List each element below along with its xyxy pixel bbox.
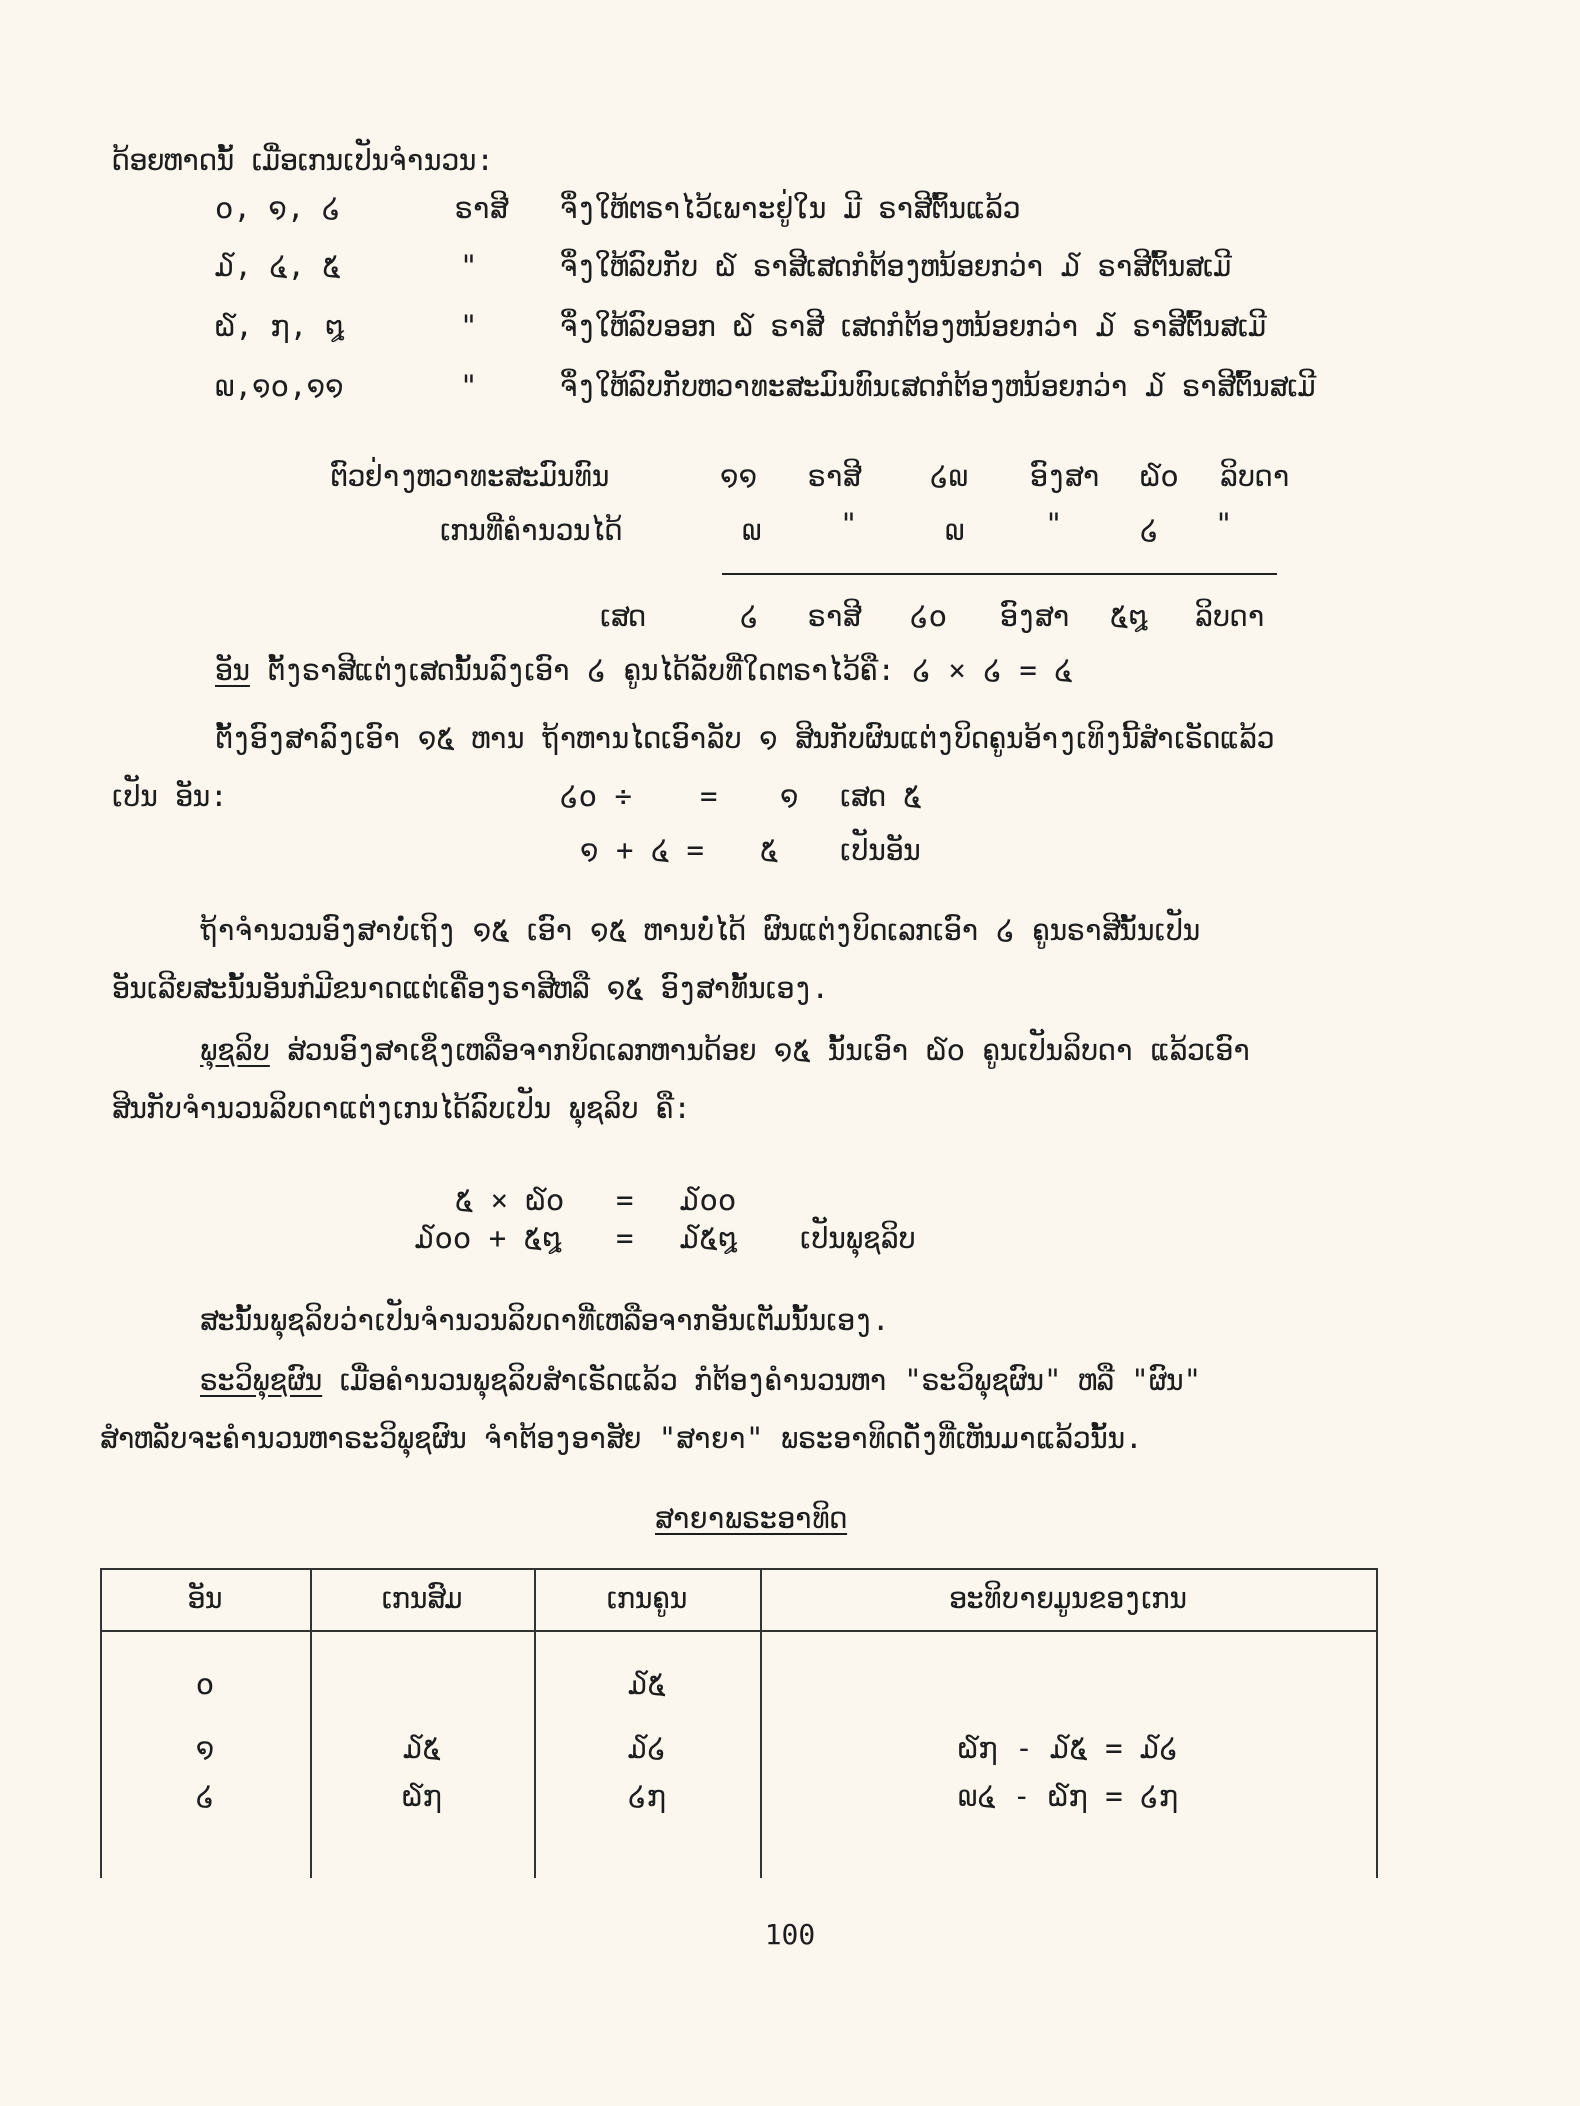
paragraph-line-5: ອັນເລີຍສະນັ້ນອັນກໍມີຂນາດແຕ່ເຄື່ອງຣາສີຫລື ໑໕ ອົງສາທັ້ນເອງ. [112, 971, 829, 1005]
rule-1-unit: ຣາສີ [455, 191, 508, 225]
table-cell: ໖໗ [402, 1779, 442, 1813]
eq2-left: ໑ + ໔ = [580, 833, 705, 867]
rule-4-ditto: " [460, 369, 478, 403]
ravi-term: ຣະວິພຸຊຜົນ [200, 1363, 323, 1397]
rule-4-numbers: ໙,໑໐,໑໑ [215, 369, 344, 403]
example-rasi-value: ໑໑ [720, 459, 758, 493]
eq3-equals: = [616, 1183, 634, 1217]
kean-ongsa-ditto: " [1045, 507, 1063, 541]
kean-lipda-ditto: " [1215, 507, 1233, 541]
rule-4-desc: ຈຶ່ງໃຫ້ລົບກັບຫວາທະສະມົນທົນເສດກໍຕ້ອງຫນ້ອຍກວ່າ ໓ ຣາສີຕົ້ນສເມີ [560, 369, 1316, 403]
table-header-an: ອັນ [187, 1581, 223, 1615]
kean-label: ເກນທີ່ຄຳນວນໄດ້ [440, 513, 623, 547]
an-term: ອັນ [215, 653, 250, 687]
example-lipda-value: ໖໐ [1140, 459, 1179, 493]
table-cell: ໒ [195, 1779, 215, 1813]
rule-3-desc: ຈຶ່ງໃຫ້ລົບອອກ ໖ ຣາສີ ເສດກໍຕ້ອງຫນ້ອຍກວ່າ ໓ ຣາສີຕົ້ນສເມີ [560, 309, 1266, 343]
table-cell: ໓໕ [628, 1667, 666, 1701]
page-number: 100 [764, 1918, 816, 1951]
eq1-quotient: ໑ [780, 779, 799, 813]
eq4-result: ໓໕໘ [680, 1221, 738, 1255]
table-cell: ໐ [195, 1667, 215, 1701]
remainder-lipda-value: ໕໘ [1110, 599, 1148, 633]
an-text: ຕັ້ງຣາສີແຕ່ງເສດນັ້ນລົງເອົາ ໒ ຄູນໄດ້ລັບທີ່ໃດຕຣາໄວ້ຄື: ໒ × ໒ = ໔ [249, 653, 1073, 687]
remainder-rasi-value: ໒ [740, 599, 759, 633]
table-cell: ໓໒ [627, 1731, 667, 1765]
puchalip-term: ພຸຊລິບ [200, 1033, 270, 1067]
ravi-paragraph-line-2: ສຳຫລັບຈະຄຳນວນຫາຣະວິພຸຊຜົນ ຈຳຕ້ອງອາສັຍ "ສາຍາ" ພຣະອາທິດດັ່ງທີ່ເຫັນມາແລ້ວນັ້ນ. [100, 1421, 1143, 1455]
rule-2-numbers: ໓, ໔, ໕ [215, 249, 341, 283]
table-cell: ໖໗ - ໓໕ = ໓໒ [957, 1731, 1179, 1765]
remainder-rasi-unit: ຣາສີ [808, 599, 861, 633]
rule-3-ditto: " [460, 309, 478, 343]
table-header-kean-som: ເກນສົມ [381, 1581, 463, 1615]
puchalip-text: ສ່ວນອົງສາເຊິ່ງເຫລືອຈາກບິດເລກຫານດ້ອຍ ໑໕ ນັ້ນເອົາ ໖໐ ຄູນເປັນລິບດາ ແລ້ວເອົາ [269, 1033, 1251, 1067]
saya-table [100, 1568, 1380, 1878]
rule-3-numbers: ໖, ໗, ໘ [215, 309, 345, 343]
remainder-label: ເສດ [600, 599, 646, 633]
subtraction-rule [722, 573, 1277, 575]
eq2-label: ເປັນອັນ [840, 833, 921, 867]
table-col-border-4 [1376, 1568, 1378, 1878]
rule-2-ditto: " [460, 249, 478, 283]
table-header-explanation: ອະທິບາຍມູນຂອງເກນ [949, 1581, 1187, 1615]
kean-ongsa-value: ໙ [945, 513, 965, 547]
rule-2-desc: ຈຶ່ງໃຫ້ລົບກັບ ໖ ຣາສີເສດກໍຕ້ອງຫນ້ອຍກວ່າ ໓ ຣາສີຕົ້ນສເມີ [560, 249, 1232, 283]
eq2-result: ໕ [760, 833, 779, 867]
eq3-left: ໕ × ໖໐ [455, 1183, 565, 1217]
example-lipda-unit: ລິບດາ [1220, 459, 1290, 493]
eq1-left: ໒໐ ÷ [560, 779, 632, 813]
table-cell: ໙໔ - ໖໗ = ໒໗ [957, 1779, 1179, 1813]
puchalip-paragraph-line-2: ສິນກັບຈຳນວນລິບດາແຕ່ງເກນໄດ້ລົບເປັນ ພຸຊລິບ ຄື: [112, 1091, 691, 1125]
table-cell: ໓໕ [403, 1731, 441, 1765]
intro-line: ດ້ອຍຫາດນັ້ ເມື່ອເກນເປັນຈຳນວນ: [112, 143, 494, 177]
table-cell: ໑ [195, 1731, 215, 1765]
an-paragraph-line-2: ຕັ້ງອົງສາລົງເອົາ ໑໕ ຫານ ຖ້າຫານໄດເອົາລັບ ໑ ສິນກັບຜົນແຕ່ງບິດຄູນອ້າງເທິງນີ້ສຳເຣັດແລ້ວ [215, 721, 1275, 755]
table-header-border [100, 1630, 1378, 1632]
table-top-border [100, 1568, 1378, 1570]
eq1-equals: = [700, 779, 718, 813]
table-cell: ໒໗ [627, 1779, 667, 1813]
example-rasi-unit: ຣາສີ [808, 459, 861, 493]
example-ongsa-unit: ອົງສາ [1030, 459, 1100, 493]
eq1-remainder: ເສດ ໕ [840, 779, 922, 813]
rule-1-numbers: ໐, ໑, ໒ [215, 191, 341, 225]
table-title: ສາຍາພຣະອາທິດ [655, 1501, 848, 1535]
eq4-label: ເປັນພຸຊລິບ [800, 1221, 916, 1255]
eq3-result: ໓໐໐ [680, 1183, 737, 1217]
paragraph-line-4: ຖ້າຈຳນວນອົງສາບໍ່ເຖິງ ໑໕ ເອົາ ໑໕ ຫານບໍ່ໄດ້ ຜົນແຕ່ງບິດເລກເອົາ ໒ ຄູນຣາສີນັ້ນເປັນ [200, 913, 1201, 947]
rule-1-desc: ຈຶ່ງໃຫ້ຕຣາໄວ້ເພາະຢູ່ໃນ ມີ ຣາສີຕົ້ນແລ້ວ [560, 191, 1021, 225]
an-paragraph-line-3: ເປັນ ອັນ: [112, 779, 228, 813]
table-header-kean-khun: ເກນຄູນ [606, 1581, 688, 1615]
kean-lipda-value: ໒ [1140, 513, 1159, 547]
remainder-lipda-unit: ລິບດາ [1195, 599, 1265, 633]
example-ongsa-value: ໒໙ [930, 459, 969, 493]
remainder-ongsa-value: ໒໐ [910, 599, 948, 633]
an-paragraph-line-1 [215, 652, 1072, 688]
eq4-equals: = [616, 1221, 634, 1255]
ravi-text: ເມື່ອຄຳນວນພຸຊລິບສຳເຣັດແລ້ວ ກໍຕ້ອງຄຳນວນຫາ "ຣະວິພຸຊຜົນ" ຫລື "ຜົນ" [322, 1363, 1202, 1397]
example-label: ຕົວຢ່າງຫວາທະສະມົນທົນ [330, 459, 610, 493]
eq4-left: ໓໐໐ + ໕໘ [415, 1221, 562, 1255]
kean-rasi-value: ໙ [742, 513, 762, 547]
paragraph-line-8: ສະນັ້ນພຸຊລິບວ່າເປັນຈຳນວນລິບດາທີ່ເຫລືອຈາກອັນເຕັມນັ້ນເອງ. [200, 1303, 890, 1337]
remainder-ongsa-unit: ອົງສາ [1000, 599, 1070, 633]
kean-rasi-ditto: " [840, 507, 858, 541]
ravi-paragraph-line-1 [200, 1362, 1201, 1398]
puchalip-paragraph-line-1 [200, 1032, 1250, 1068]
